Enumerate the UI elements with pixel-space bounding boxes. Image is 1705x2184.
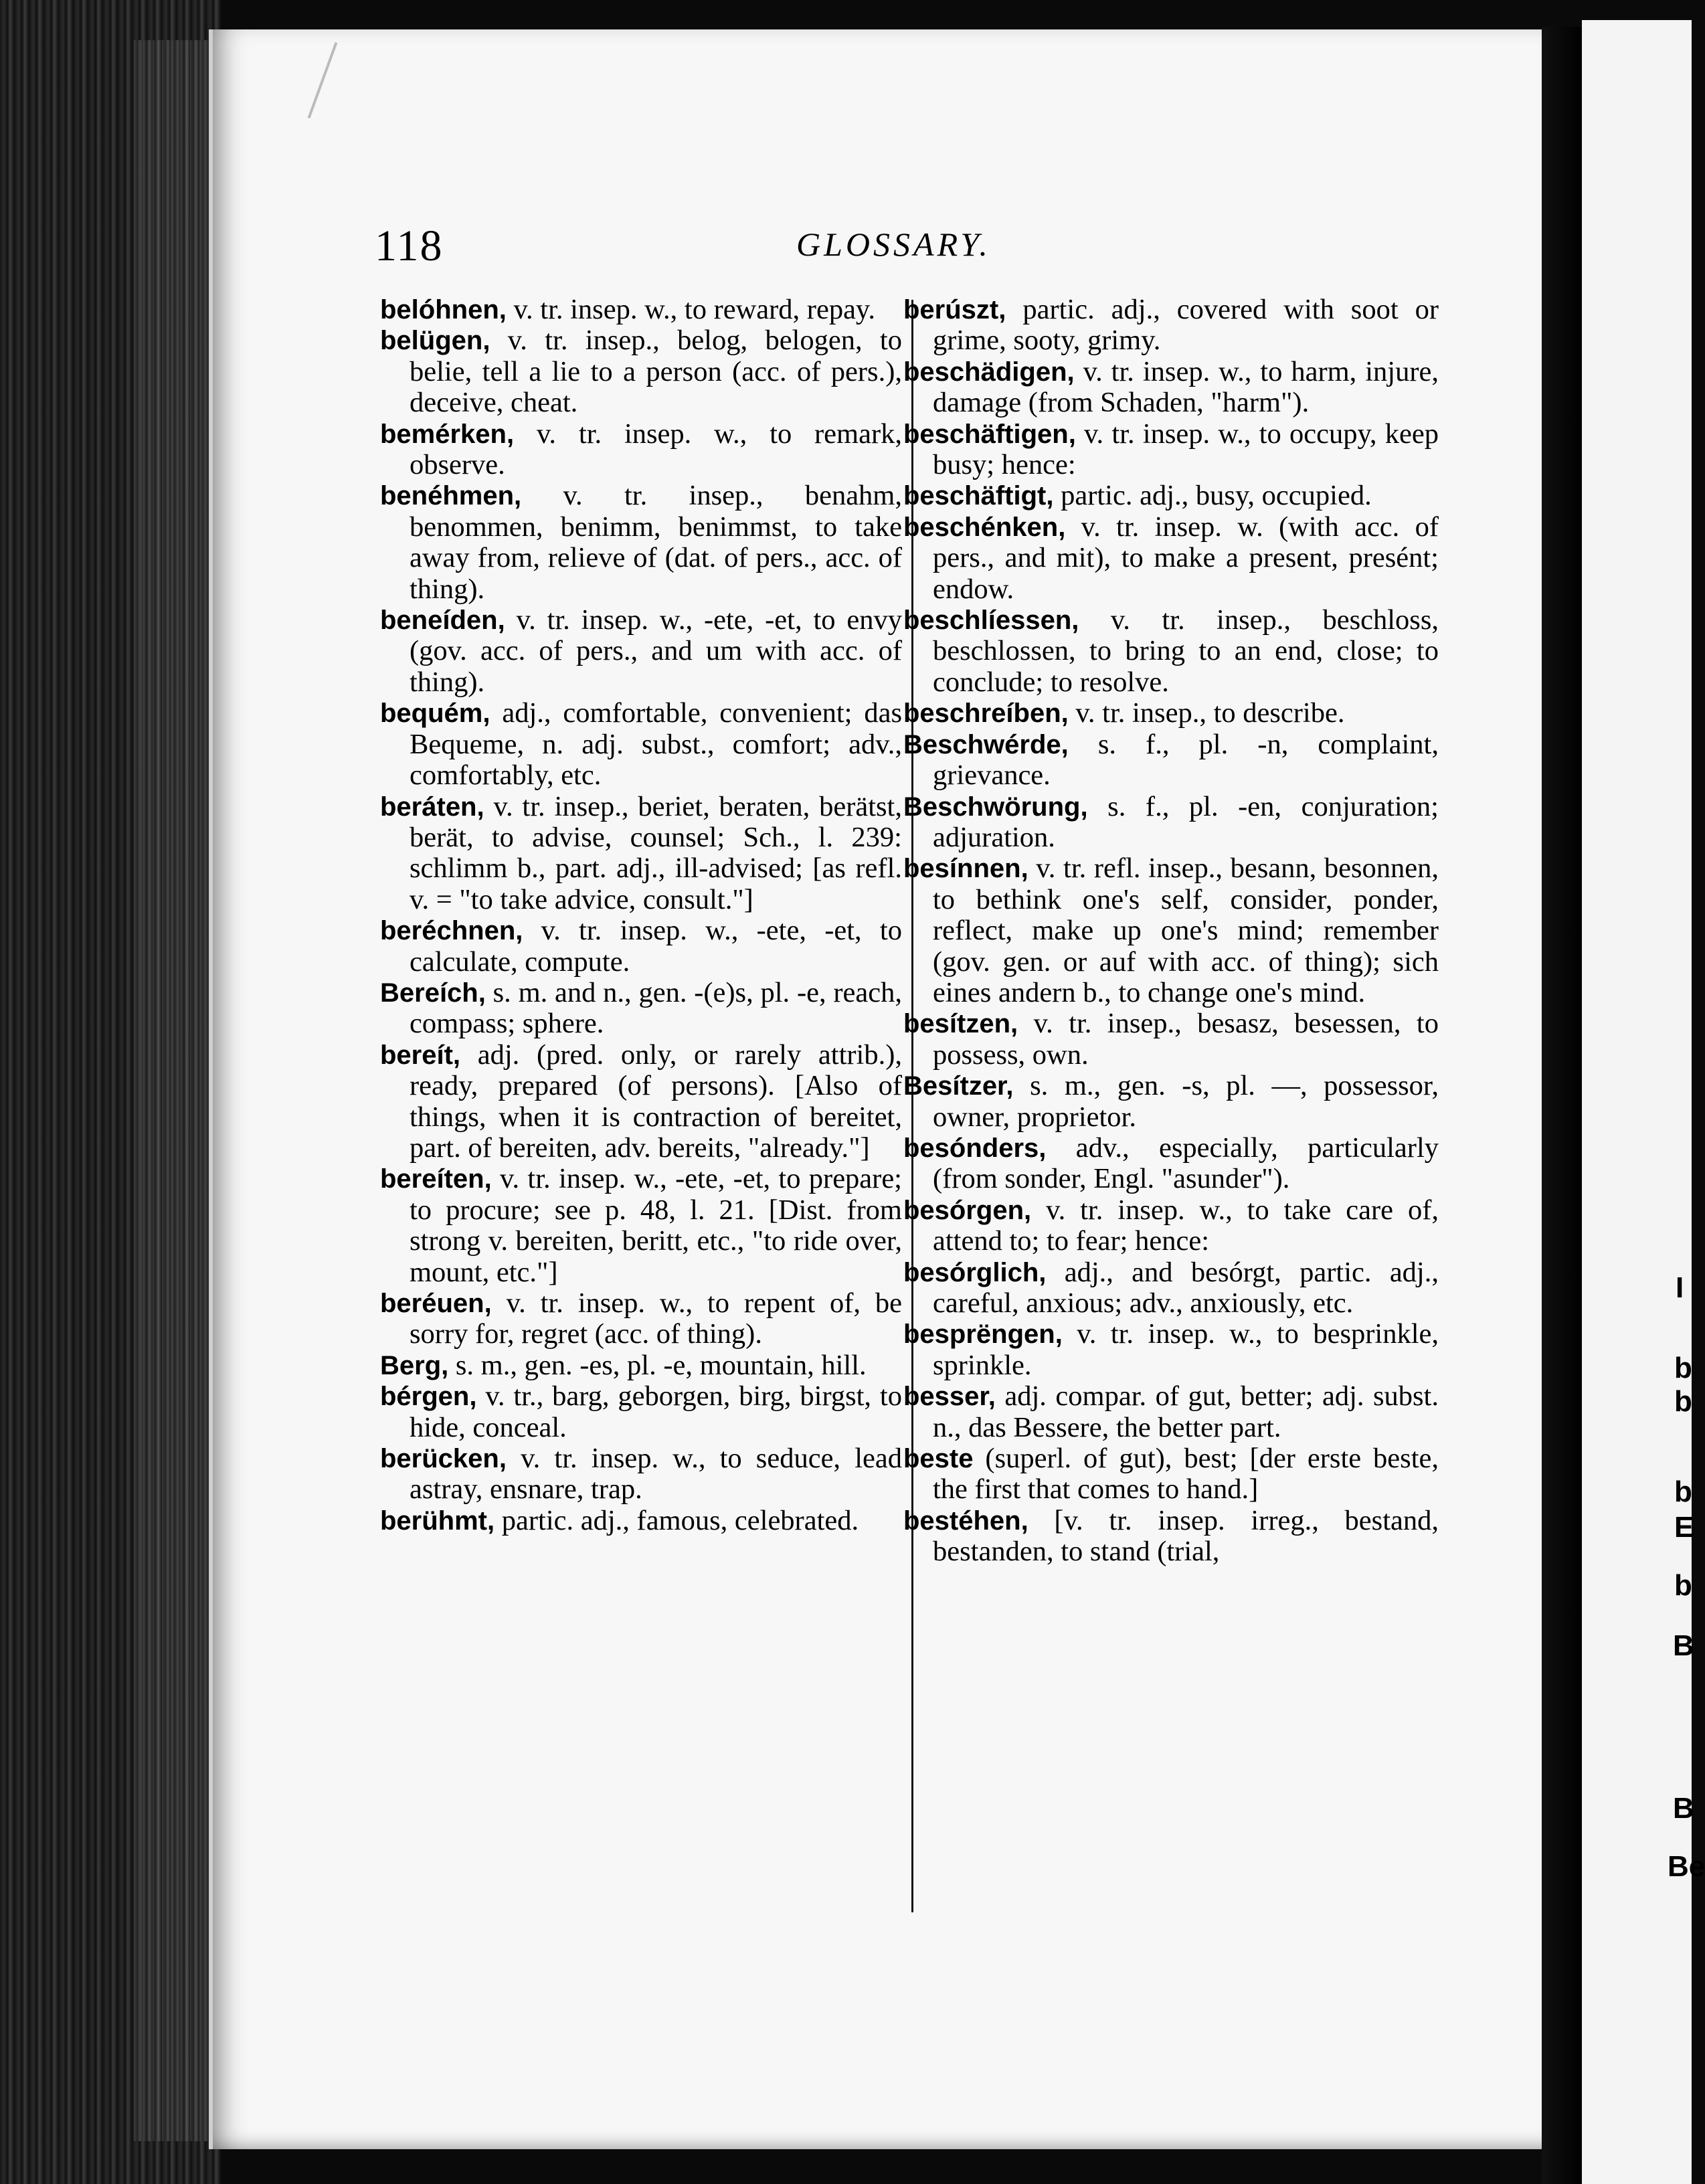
entry-definition: s. m. and n., gen. -(e)s, pl. -e, reach, compass; sphere. — [410, 976, 902, 1040]
entry-headword: besser, — [903, 1382, 996, 1412]
glossary-entry — [903, 294, 1439, 357]
entry-headword: Beschwérde, — [903, 729, 1069, 759]
entry-definition: partic. adj., busy, occupied. — [1053, 480, 1372, 512]
entry-headword: beste — [903, 1444, 974, 1474]
adjacent-page-fragment: E — [1674, 1511, 1694, 1544]
entry-headword: beráten, — [380, 792, 484, 822]
entry-headword: besórgen, — [903, 1195, 1032, 1225]
glossary-entry — [903, 1381, 1439, 1443]
entry-definition: partic. adj., famous, celebrated. — [495, 1504, 859, 1536]
entry-headword: benéhmen, — [380, 481, 522, 511]
entry-headword: beréuen, — [380, 1289, 492, 1318]
glossary-entry — [903, 512, 1439, 605]
entry-definition: v. tr. insep. w., -ete, -et, to envy (gov. acc. of pers., and um with acc. of thing). — [410, 604, 902, 698]
glossary-entry — [903, 698, 1439, 729]
glossary-column-left — [380, 294, 902, 1536]
entry-definition: adj., comfortable, convenient; das Bequeme, n. adj. subst., comfort; adv., comfortably, etc. — [410, 697, 902, 792]
entry-headword: besórglich, — [903, 1257, 1047, 1287]
entry-definition: v. tr. insep. w., -ete, -et, to prepare; to procure; see p. 48, l. 21. [Dist. from strong v. bereiten, beritt, etc., "to ride over, mount, etc."] — [410, 1163, 902, 1288]
glossary-entry — [903, 853, 1439, 1008]
adjacent-page-fragment: B — [1673, 1792, 1694, 1825]
adjacent-page-fragment: b — [1674, 1569, 1692, 1602]
entry-definition: s. m., gen. -s, pl. —, possessor, owner, proprietor. — [933, 1070, 1439, 1133]
glossary-entry — [903, 419, 1439, 481]
glossary-entry — [903, 729, 1439, 792]
entry-definition: v. tr., barg, geborgen, birg, birgst, to hide, conceal. — [410, 1380, 902, 1443]
entry-headword: beschénken, — [903, 512, 1066, 542]
entry-definition: v. tr. insep., belog, belogen, to belie, tell a lie to a person (acc. of pers.), deceive, cheat. — [410, 325, 902, 419]
entry-headword: beneíden, — [380, 606, 505, 636]
glossary-entry — [903, 1257, 1439, 1320]
glossary-entry — [903, 1008, 1439, 1071]
page-edges — [134, 40, 221, 2141]
adjacent-page-fragment: I — [1676, 1271, 1684, 1304]
entry-definition: v. tr. insep. w., to reward, repay. — [506, 294, 876, 325]
entry-headword: beschädigen, — [903, 357, 1075, 387]
entry-headword: Beschwörung, — [903, 792, 1088, 822]
glossary-entry — [380, 1164, 902, 1288]
entry-headword: beschäftigt, — [903, 481, 1054, 511]
glossary-entry — [903, 1133, 1439, 1195]
adjacent-page-fragment: B — [1673, 1629, 1694, 1662]
entry-headword: bemérken, — [380, 419, 515, 449]
entry-headword: belóhnen, — [380, 295, 507, 325]
adjacent-page-fragment: b — [1674, 1385, 1692, 1418]
glossary-entry — [380, 698, 902, 791]
glossary-entry — [380, 1288, 902, 1350]
glossary-entry — [380, 1040, 902, 1164]
entry-definition: v. tr. insep. w., to seduce, lead astray, ensnare, trap. — [410, 1443, 902, 1506]
running-title: GLOSSARY. — [796, 225, 991, 263]
entry-definition: v. tr. insep. w., to repent of, be sorry for, regret (acc. of thing). — [410, 1287, 902, 1350]
entry-headword: berühmt, — [380, 1506, 495, 1536]
gutter-shadow — [1542, 27, 1582, 2184]
entry-headword: besítzen, — [903, 1009, 1018, 1039]
entry-definition: v. tr. refl. insep., besann, besonnen, to bethink one's self, consider, ponder, reflect, make up one's mind; remember (gov. gen. or auf with acc. of thing); sich eines andern b., to change one's mind. — [933, 852, 1439, 1008]
adjacent-page-fragment: b — [1674, 1475, 1692, 1508]
glossary-entry — [903, 605, 1439, 698]
entry-definition: adj. compar. of gut, better; adj. subst. n., das Bessere, the better part. — [933, 1380, 1439, 1443]
entry-definition: v. tr. insep. w., -ete, -et, to calculate, compute. — [410, 915, 902, 978]
glossary-entry — [903, 1319, 1439, 1381]
entry-definition: v. tr. insep., to describe. — [1068, 697, 1345, 729]
entry-headword: bestéhen, — [903, 1506, 1028, 1536]
entry-definition: v. tr. insep. w., to occupy, keep busy; hence: — [933, 418, 1439, 481]
entry-headword: Bereích, — [380, 978, 486, 1008]
entry-definition: s. m., gen. -es, pl. -e, mountain, hill. — [448, 1349, 867, 1381]
adjacent-page-fragment: b — [1674, 1352, 1692, 1384]
glossary-entry — [380, 419, 902, 481]
glossary-entry — [380, 1381, 902, 1443]
entry-headword: besínnen, — [903, 854, 1028, 884]
glossary-entry — [380, 605, 902, 698]
entry-headword: berücken, — [380, 1444, 507, 1474]
glossary-entry — [380, 325, 902, 418]
glossary-entry — [380, 978, 902, 1040]
glossary-entry — [380, 1443, 902, 1506]
glossary-entry — [380, 294, 902, 325]
glossary-entry — [903, 1195, 1439, 1257]
entry-headword: Berg, — [380, 1350, 449, 1380]
entry-definition: v. tr. insep., besasz, besessen, to possess, own. — [933, 1008, 1439, 1071]
entry-headword: Besítzer, — [903, 1071, 1014, 1101]
glossary-column-right — [903, 294, 1439, 1568]
entry-definition: adv., especially, particularly (from sonder, Engl. "asunder"). — [933, 1131, 1439, 1195]
adjacent-page — [1582, 20, 1705, 2184]
entry-definition: v. tr. insep. w. (with acc. of pers., and mit), to make a present, presént; endow. — [933, 511, 1439, 605]
glossary-entry — [903, 357, 1439, 419]
entry-definition: v. tr. insep. w., to take care of, attend to; to fear; hence: — [933, 1194, 1439, 1257]
entry-definition: partic. adj., covered with soot or grime, sooty, grimy. — [933, 294, 1439, 357]
entry-definition: [v. tr. insep. irreg., bestand, bestanden, to stand (trial, — [933, 1504, 1439, 1568]
entry-headword: beréchnen, — [380, 916, 523, 946]
entry-headword: besprëngen, — [903, 1320, 1063, 1350]
entry-headword: bérgen, — [380, 1382, 477, 1412]
glossary-entry — [380, 1506, 902, 1536]
entry-headword: beschäftigen, — [903, 419, 1076, 449]
entry-definition: (superl. of gut), best; [der erste beste, the first that comes to hand.] — [933, 1443, 1439, 1506]
entry-headword: besónders, — [903, 1133, 1047, 1163]
entry-definition: v. tr. insep. w., to harm, injure, damage (from Schaden, "harm"). — [933, 355, 1439, 419]
glossary-entry — [380, 792, 902, 916]
entry-headword: bequém, — [380, 699, 490, 729]
entry-definition: s. f., pl. -en, conjuration; adjuration. — [933, 790, 1439, 853]
glossary-entry — [380, 480, 902, 605]
page-number: 118 — [375, 221, 444, 270]
entry-headword: bereít, — [380, 1040, 461, 1070]
glossary-entry — [903, 480, 1439, 511]
glossary-entry — [903, 1506, 1439, 1568]
entry-definition: v. tr. insep. w., to remark, observe. — [410, 418, 902, 481]
entry-definition: v. tr. insep., beriet, beraten, berätst, berät, to advise, counsel; Sch., l. 239: schlimm b., part. adj., ill-advised; [as refl. v. = "to take advice, consult."] — [410, 790, 902, 915]
entry-definition: adj. (pred. only, or rarely attrib.), ready, prepared (of persons). [Also of things, when it is contraction of bereitet, part. of bereiten, adv. bereits, "already."] — [410, 1038, 902, 1164]
page-header — [375, 221, 1312, 274]
entry-definition: adj., and besórgt, partic. adj., careful, anxious; adv., anxiously, etc. — [933, 1256, 1439, 1319]
glossary-entry — [903, 1071, 1439, 1133]
entry-definition: v. tr. insep. w., to besprinkle, sprinkle. — [933, 1318, 1439, 1381]
glossary-entry — [903, 1443, 1439, 1506]
glossary-entry — [903, 792, 1439, 854]
entry-headword: berúszt, — [903, 295, 1006, 325]
entry-headword: beschreíben, — [903, 699, 1069, 729]
adjacent-page-fragment: Be — [1668, 1850, 1705, 1883]
entry-headword: bereíten, — [380, 1164, 492, 1194]
entry-definition: s. f., pl. -n, complaint, grievance. — [933, 728, 1439, 792]
glossary-entry — [380, 915, 902, 978]
entry-headword: belügen, — [380, 326, 490, 356]
entry-definition: v. tr. insep., beschloss, beschlossen, to bring to an end, close; to conclude; to resolve. — [933, 604, 1439, 698]
glossary-entry — [380, 1350, 902, 1381]
entry-headword: beschlíessen, — [903, 606, 1079, 636]
entry-definition: v. tr. insep., benahm, benommen, benimm, benimmst, to take away from, relieve of (dat. of pers., acc. of thing). — [410, 480, 902, 605]
